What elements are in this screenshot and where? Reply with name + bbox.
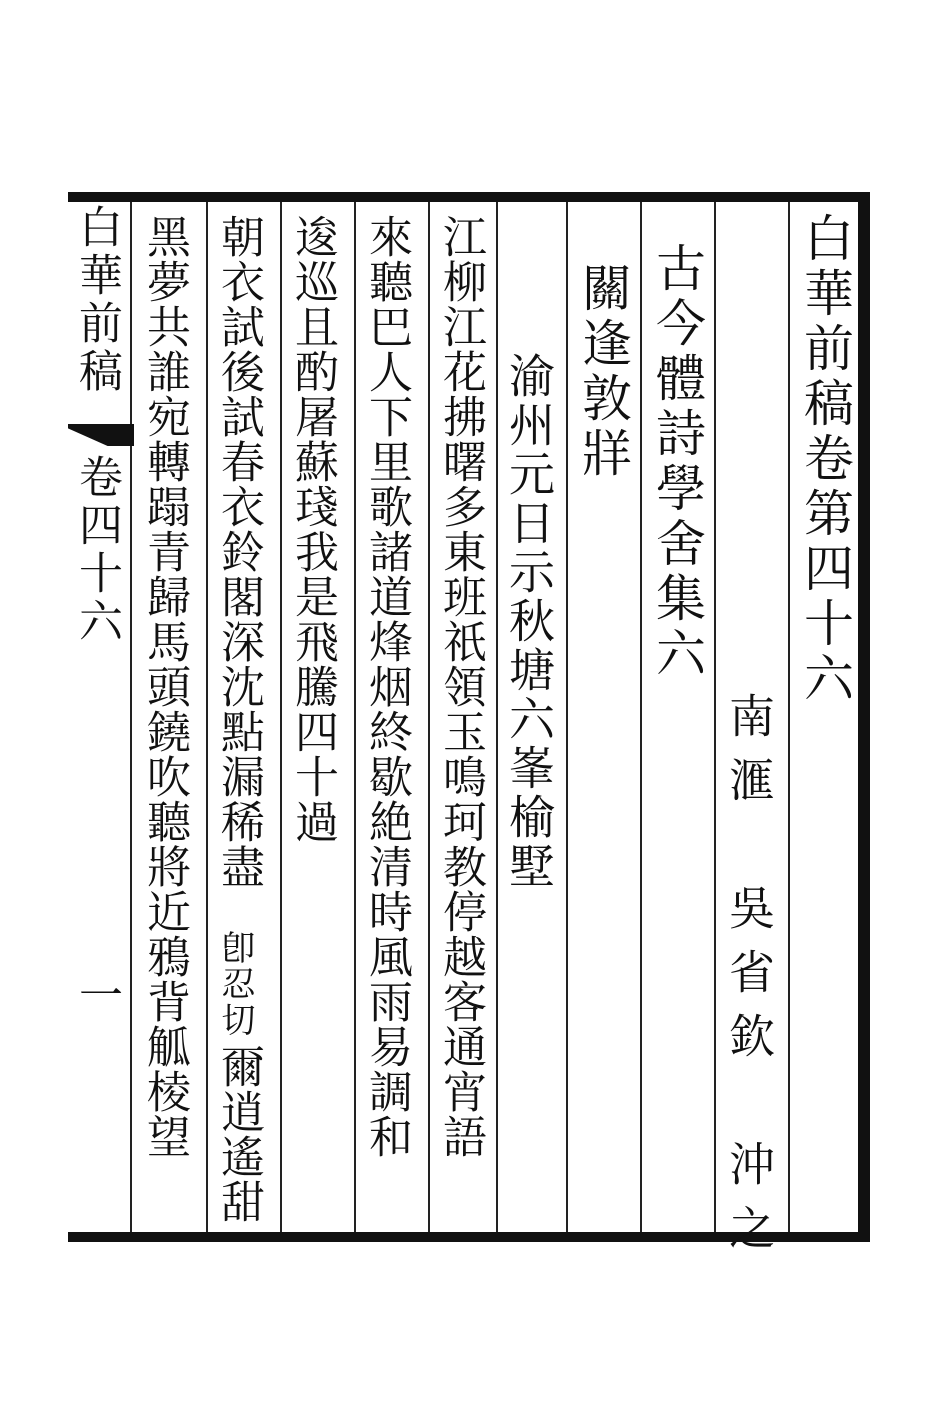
poem-title: 渝州元日示秋塘六峯榆墅 <box>502 352 556 891</box>
column-rule <box>280 202 282 1232</box>
margin-volume: 卷四十六 <box>71 454 122 646</box>
frame-border-right <box>858 192 870 1242</box>
column-rule <box>496 202 498 1232</box>
poem-line: 來聽巴人下里歌諸道烽烟終歇絶清時風雨易調和 <box>361 214 412 1159</box>
section-title: 關逢敦牂 <box>574 262 632 482</box>
frame-border-top <box>68 192 870 202</box>
column-rule <box>354 202 356 1232</box>
poem-line: 爾逍遙甜 <box>213 1044 264 1224</box>
column-rule <box>428 202 430 1232</box>
phonetic-note: 卽忍切 <box>215 930 255 1038</box>
column-rule <box>206 202 208 1232</box>
fish-tail-mark <box>68 424 134 446</box>
poem-line: 逡巡且酌屠蘇琖我是飛騰四十過 <box>287 214 338 844</box>
column-rule <box>788 202 790 1232</box>
author-line: 南滙 吳省欽 沖之 <box>722 692 776 1268</box>
poem-line: 江柳江花拂曙多東班祇領玉鳴珂教停越客通宵語 <box>435 214 486 1159</box>
poem-line: 黑夢共誰宛轉蹋青歸馬頭鐃吹聽將近鴉背觚棱望 <box>139 214 190 1159</box>
page-number: 一 <box>71 972 122 1021</box>
book-title: 白華前稿卷第四十六 <box>796 212 854 707</box>
column-rule <box>714 202 716 1232</box>
column-rule <box>130 202 132 1232</box>
poem-line: 朝衣試後試春衣鈴閣深沈點漏稀盡 <box>213 214 264 889</box>
page-frame <box>68 192 870 1268</box>
column-rule <box>566 202 568 1232</box>
margin-book-title: 白華前稿 <box>71 204 122 396</box>
collection-title: 古今體詩學舍集六 <box>648 242 706 682</box>
column-rule <box>640 202 642 1232</box>
